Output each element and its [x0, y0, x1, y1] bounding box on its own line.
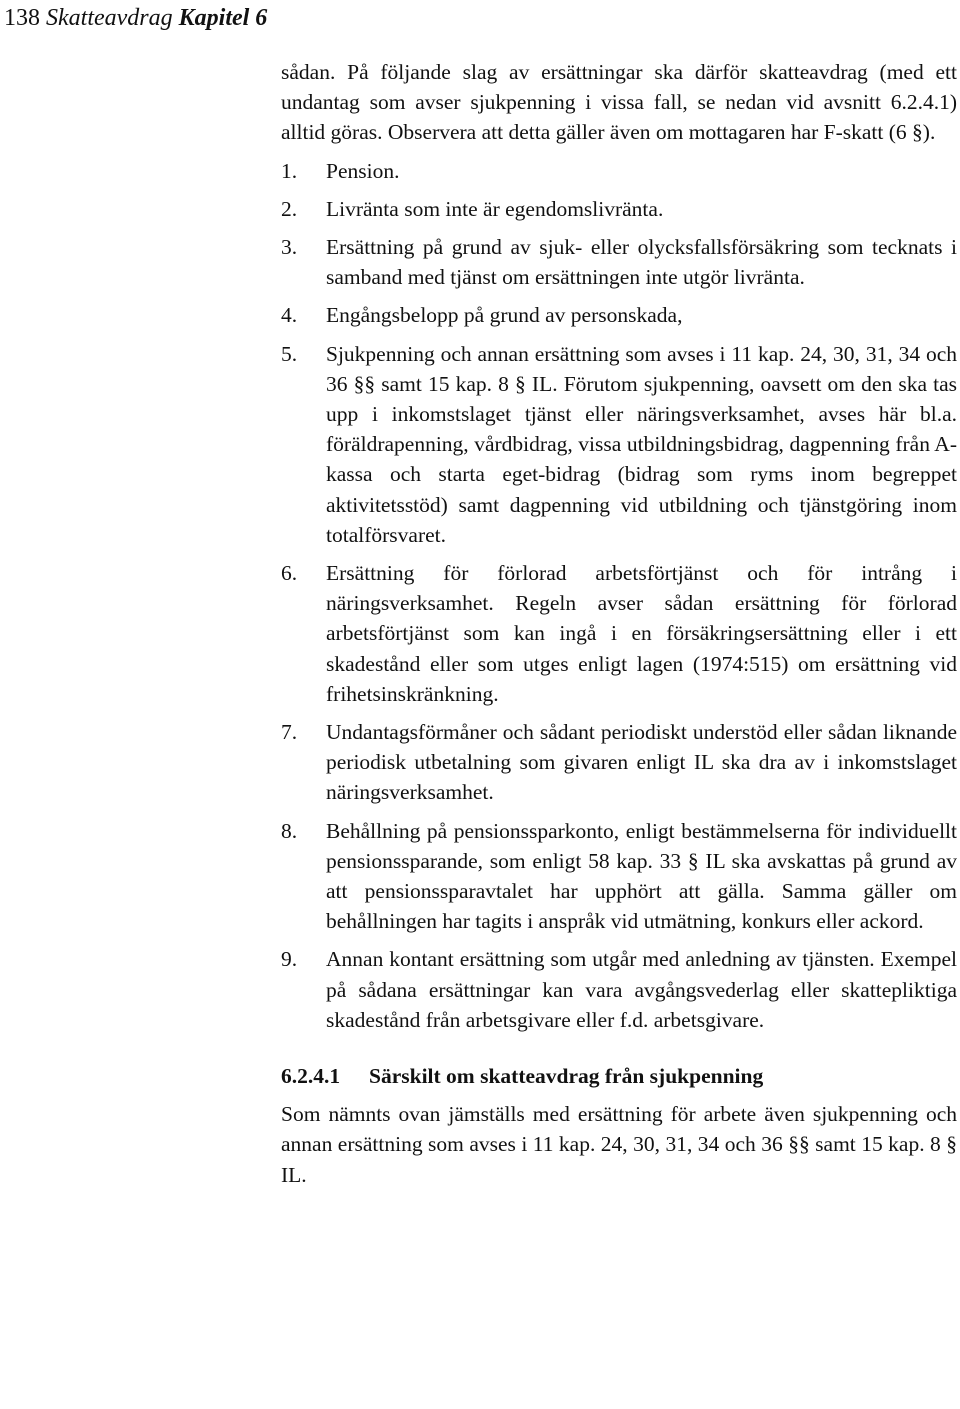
list-item-text: Livränta som inte är egendomslivränta.: [326, 196, 664, 221]
list-item: [281, 194, 957, 224]
list-item: [281, 232, 957, 292]
list-item: [281, 816, 957, 937]
section-number: 6.2.4.1: [281, 1064, 341, 1089]
list-item-text: Ersättning på grund av sjuk- eller olycksfallsförsäkring som tecknats i samband med tjänst om ersättningen inte utgör livränta.: [326, 235, 957, 290]
list-item-text: Pension.: [326, 158, 400, 183]
list-item: [281, 156, 957, 186]
section-heading: [281, 1061, 957, 1091]
list-item-text: Sjukpenning och annan ersättning som avses i 11 kap. 24, 30, 31, 34 och 36 §§ samt 15 kap. 8 § IL. Förutom sjukpenning, oavsett om den ska tas upp i inkomstslaget tjänst eller näringsverksamhet, avses här bl.a. föräldrapenning, vårdbidrag, vissa utbildningsbidrag, dagpenning från A-kassa och starta eget-bidrag (bidrag som ryms inom begreppet aktivitetsstöd) samt dagpenning vid utbildning och tjänstgöring inom totalförsvaret.: [326, 341, 957, 547]
list-item-number: 3.: [281, 235, 298, 260]
list-item-text: Ersättning för förlorad arbetsförtjänst och för intrång i näringsverksamhet. Regeln avser sådan ersättning för förlorad arbetsförtjänst som kan ingå i en försäkringsersättning eller i ett skadestånd eller som utges enligt lagen (1974:515) om ersättning vid frihetsinskränkning.: [326, 561, 957, 706]
list-item: [281, 300, 957, 330]
list-item-text: Engångsbelopp på grund av personskada,: [326, 303, 683, 328]
chapter-label: Kapitel 6: [178, 5, 268, 31]
list-item-number: 7.: [281, 720, 298, 745]
running-title: Skatteavdrag: [46, 5, 173, 31]
list-item: [281, 944, 957, 1035]
page-number: 138: [4, 5, 40, 31]
list-item-number: 1.: [281, 158, 298, 183]
list-item-text: Behållning på pensionssparkonto, enligt bestämmelserna för individuellt pensionssparande, som enligt 58 kap. 33 § IL ska avskattas på grund av att pensionssparavtalet har upphört att gälla. Samma gäller om behållningen har tagits i anspråk vid utmätning, konkurs eller ackord.: [326, 818, 957, 934]
list-item-number: 5.: [281, 341, 298, 366]
list-item-number: 2.: [281, 196, 298, 221]
closing-paragraph: Som nämnts ovan jämställs med ersättning för arbete även sjukpenning och annan ersättning som avses i 11 kap. 24, 30, 31, 34 och 36 §§ samt 15 kap. 8 § IL.: [281, 1102, 957, 1187]
list-item-text: Undantagsförmåner och sådant periodiskt understöd eller sådan liknande periodisk utbetalning som givaren enligt IL ska dra av i inkomstslaget näringsverksamhet.: [326, 720, 957, 805]
list-item-number: 9.: [281, 947, 298, 972]
list-item: [281, 717, 957, 808]
list-item-number: 6.: [281, 561, 298, 586]
list-item: [281, 558, 957, 709]
list-item-number: 4.: [281, 303, 298, 328]
running-head: [4, 2, 267, 34]
list-item-number: 8.: [281, 818, 298, 843]
main-text: [281, 57, 957, 1190]
list-item-text: Annan kontant ersättning som utgår med anledning av tjänsten. Exempel på sådana ersättningar kan vara avgångsvederlag eller skattepliktiga skadestånd från arbetsgivare eller f.d. arbetsgivare.: [326, 947, 957, 1032]
list-item: [281, 339, 957, 550]
intro-paragraph: sådan. På följande slag av ersättningar ska därför skatteavdrag (med ett undantag som avser sjukpenning i vissa fall, se nedan vid avsnitt 6.2.4.1) alltid göras. Observera att detta gäller även om mottagaren har F-skatt (6 §).: [281, 60, 957, 145]
section-title: Särskilt om skatteavdrag från sjukpenning: [369, 1064, 764, 1089]
